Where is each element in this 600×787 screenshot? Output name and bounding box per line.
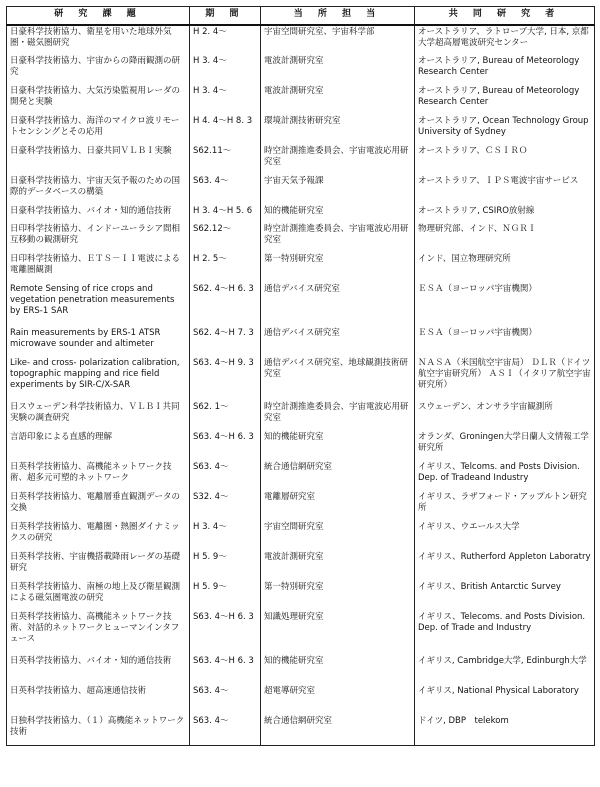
cell-partner: ＥＳＡ（ヨーロッパ宇宙機関）	[415, 283, 595, 327]
cell-topic: 日豪科学技術協力、バイオ・知的通信技術	[7, 205, 190, 223]
header-topic: 研 究 課 題	[7, 7, 190, 26]
cell-partner: イギリス、ラザフォード・アップルトン研究所	[415, 491, 595, 521]
table-row	[7, 283, 595, 327]
cell-topic: 日独科学技術協力、（１）高機能ネットワーク技術	[7, 715, 190, 745]
cell-topic: 日スウェーデン科学技術協力、ＶＬＢＩ共同実験の調査研究	[7, 401, 190, 431]
cell-office: 宇宙空間研究室、宇宙科学部	[261, 25, 415, 55]
header-office: 当 所 担 当	[261, 7, 415, 26]
cell-partner: オーストラリア、ＩＰＳ電波宇宙サービス	[415, 175, 595, 205]
cell-partner: イギリス、Rutherford Appleton Laboratry	[415, 551, 595, 581]
cell-office: 第一特別研究室	[261, 581, 415, 611]
cell-topic: 日豪科学技術協力、宇宙からの降雨観測の研究	[7, 55, 190, 85]
cell-period: H 5. 9～	[190, 581, 261, 611]
table-row	[7, 223, 595, 253]
cell-period: H 2. 5～	[190, 253, 261, 283]
cell-period: S62. 4～H 6. 3	[190, 283, 261, 327]
cell-office: 宇宙天気予報課	[261, 175, 415, 205]
cell-office: 第一特別研究室	[261, 253, 415, 283]
cell-office: 時空計測推進委員会、宇宙電波応用研究室	[261, 223, 415, 253]
cell-topic: 日英科学技術、宇宙機搭載降雨レーダの基礎研究	[7, 551, 190, 581]
cell-partner: オーストラリア, Bureau of Meteorology Research Center	[415, 55, 595, 85]
cell-topic: 日豪科学技術協力、大気汚染監視用レーダの開発と実験	[7, 85, 190, 115]
cell-office: 通信デバイス研究室、地球観測技術研究室	[261, 357, 415, 401]
cell-partner: ドイツ, DBP telekom	[415, 715, 595, 745]
cell-office: 知的機能研究室	[261, 431, 415, 461]
cell-period: H 4. 4～H 8. 3	[190, 115, 261, 145]
cell-topic: 日英科学技術協力、超高速通信技術	[7, 685, 190, 715]
cell-partner: ＮＡＳＡ（米国航空宇宙局） ＤＬＲ（ドイツ航空宇宙研究所） ＡＳＩ（イタリア航空宇宙研究所）	[415, 357, 595, 401]
cell-office: 通信デバイス研究室	[261, 327, 415, 357]
cell-office: 知識処理研究室	[261, 611, 415, 655]
table-header	[7, 7, 595, 26]
table-row	[7, 491, 595, 521]
joint-research-table	[6, 6, 595, 746]
cell-partner: イギリス, National Physical Laboratory	[415, 685, 595, 715]
table-row	[7, 85, 595, 115]
cell-topic: 日英科学技術協力、電離層垂直観測データの交換	[7, 491, 190, 521]
cell-topic: 日印科学技術協力、インドーユーラシア間相互移動の観測研究	[7, 223, 190, 253]
table-row	[7, 25, 595, 55]
table-row	[7, 655, 595, 685]
cell-office: 宇宙空間研究室	[261, 521, 415, 551]
cell-period: H 3. 4～H 5. 6	[190, 205, 261, 223]
cell-partner: オーストラリア, CSIRO放射線	[415, 205, 595, 223]
cell-office: 時空計測推進委員会、宇宙電波応用研究室	[261, 145, 415, 175]
header-row	[7, 7, 595, 26]
cell-topic: Remote Sensing of rice crops and vegetation penetration measurements by ERS-1 SAR	[7, 283, 190, 327]
cell-period: S62.11～	[190, 145, 261, 175]
cell-topic: 日英科学技術協力、バイオ・知的通信技術	[7, 655, 190, 685]
cell-partner: オーストラリア、ラトローブ大学, 日本, 京都大学超高層電波研究センター	[415, 25, 595, 55]
cell-topic: Like- and cross- polarization calibration, topographic mapping and rice field experiments by SIR-C/X-SAR	[7, 357, 190, 401]
table-row	[7, 115, 595, 145]
table-row	[7, 175, 595, 205]
table-body	[7, 25, 595, 745]
table-row	[7, 253, 595, 283]
cell-partner: オーストラリア, Bureau of Meteorology Research Center	[415, 85, 595, 115]
cell-period: S63. 4～H 6. 3	[190, 611, 261, 655]
cell-office: 通信デバイス研究室	[261, 283, 415, 327]
table-row	[7, 205, 595, 223]
cell-period: S63. 4～	[190, 461, 261, 491]
cell-office: 電波計測研究室	[261, 55, 415, 85]
cell-partner: オーストラリア、ＣＳＩＲＯ	[415, 145, 595, 175]
table-row	[7, 461, 595, 491]
table-row	[7, 327, 595, 357]
cell-partner: イギリス、Telcoms. and Posts Division. Dep. of Tradeand Industry	[415, 461, 595, 491]
cell-period: S62.12～	[190, 223, 261, 253]
cell-topic: 日豪科学技術協力、日豪共同ＶＬＢＩ実験	[7, 145, 190, 175]
cell-office: 電波計測研究室	[261, 85, 415, 115]
cell-topic: 日英科学技術協力、南極の地上及び衛星観測による磁気圏電波の研究	[7, 581, 190, 611]
cell-office: 知的機能研究室	[261, 205, 415, 223]
cell-partner: イギリス、Telecoms. and Posts Division. Dep. of Trade and Industry	[415, 611, 595, 655]
cell-period: S63. 4～H 6. 3	[190, 655, 261, 685]
header-period: 期 間	[190, 7, 261, 26]
cell-topic: 日英科学技術協力、高機能ネットワーク技術、超多元可塑的ネットワーク	[7, 461, 190, 491]
cell-period: H 3. 4～	[190, 85, 261, 115]
cell-topic: 言語印象による直感的理解	[7, 431, 190, 461]
cell-period: H 2. 4～	[190, 25, 261, 55]
cell-office: 時空計測推進委員会、宇宙電波応用研究室	[261, 401, 415, 431]
cell-partner: イギリス, Cambridge大学, Edinburgh大学	[415, 655, 595, 685]
cell-partner: イギリス、ウエールス大学	[415, 521, 595, 551]
cell-partner: インド、国立物理研究所	[415, 253, 595, 283]
cell-office: 電離層研究室	[261, 491, 415, 521]
cell-topic: 日豪科学技術協力、衛星を用いた地球外気圏・磁気圏研究	[7, 25, 190, 55]
cell-period: S63. 4～H 6. 3	[190, 431, 261, 461]
cell-period: S63. 4～	[190, 715, 261, 745]
table-row	[7, 715, 595, 745]
cell-partner: イギリス、British Antarctic Survey	[415, 581, 595, 611]
table-row	[7, 685, 595, 715]
cell-office: 統合通信網研究室	[261, 461, 415, 491]
cell-topic: 日印科学技術協力、ＥＴＳ－ＩＩ電波による電離圏観測	[7, 253, 190, 283]
cell-topic: 日豪科学技術協力、宇宙天気予報のための国際的データベースの構築	[7, 175, 190, 205]
cell-period: S62. 4～H 7. 3	[190, 327, 261, 357]
cell-topic: 日英科学技術協力、電離圏・熱圏ダイナミックスの研究	[7, 521, 190, 551]
table-row	[7, 521, 595, 551]
table-row	[7, 401, 595, 431]
cell-period: S63. 4～	[190, 175, 261, 205]
cell-period: S32. 4～	[190, 491, 261, 521]
cell-period: S63. 4～H 9. 3	[190, 357, 261, 401]
cell-topic: 日英科学技術協力、高機能ネットワーク技術、対話的ネットワークヒューマンインタフェース	[7, 611, 190, 655]
research-table-document	[6, 6, 594, 746]
table-row	[7, 357, 595, 401]
cell-office: 知的機能研究室	[261, 655, 415, 685]
cell-partner: オーストラリア, Ocean Technology Group University of Sydney	[415, 115, 595, 145]
table-row	[7, 55, 595, 85]
cell-office: 超電導研究室	[261, 685, 415, 715]
cell-office: 環境計測技術研究室	[261, 115, 415, 145]
cell-topic: Rain measurements by ERS-1 ATSR microwave sounder and altimeter	[7, 327, 190, 357]
cell-office: 統合通信網研究室	[261, 715, 415, 745]
cell-period: H 5. 9～	[190, 551, 261, 581]
cell-partner: オランダ、Groningen大学日蘭人文情報工学研究所	[415, 431, 595, 461]
cell-partner: 物理研究部、インド、ＮＧＲＩ	[415, 223, 595, 253]
table-row	[7, 611, 595, 655]
table-row	[7, 431, 595, 461]
cell-topic: 日豪科学技術協力、海洋のマイクロ波リモートセンシングとその応用	[7, 115, 190, 145]
cell-period: H 3. 4～	[190, 55, 261, 85]
table-row	[7, 581, 595, 611]
cell-period: S63. 4～	[190, 685, 261, 715]
header-partner: 共 同 研 究 者	[415, 7, 595, 26]
cell-partner: ＥＳＡ（ヨーロッパ宇宙機関）	[415, 327, 595, 357]
table-row	[7, 551, 595, 581]
cell-partner: スウェーデン、オンサラ宇宙観測所	[415, 401, 595, 431]
cell-period: S62. 1～	[190, 401, 261, 431]
cell-period: H 3. 4～	[190, 521, 261, 551]
table-row	[7, 145, 595, 175]
cell-office: 電波計測研究室	[261, 551, 415, 581]
